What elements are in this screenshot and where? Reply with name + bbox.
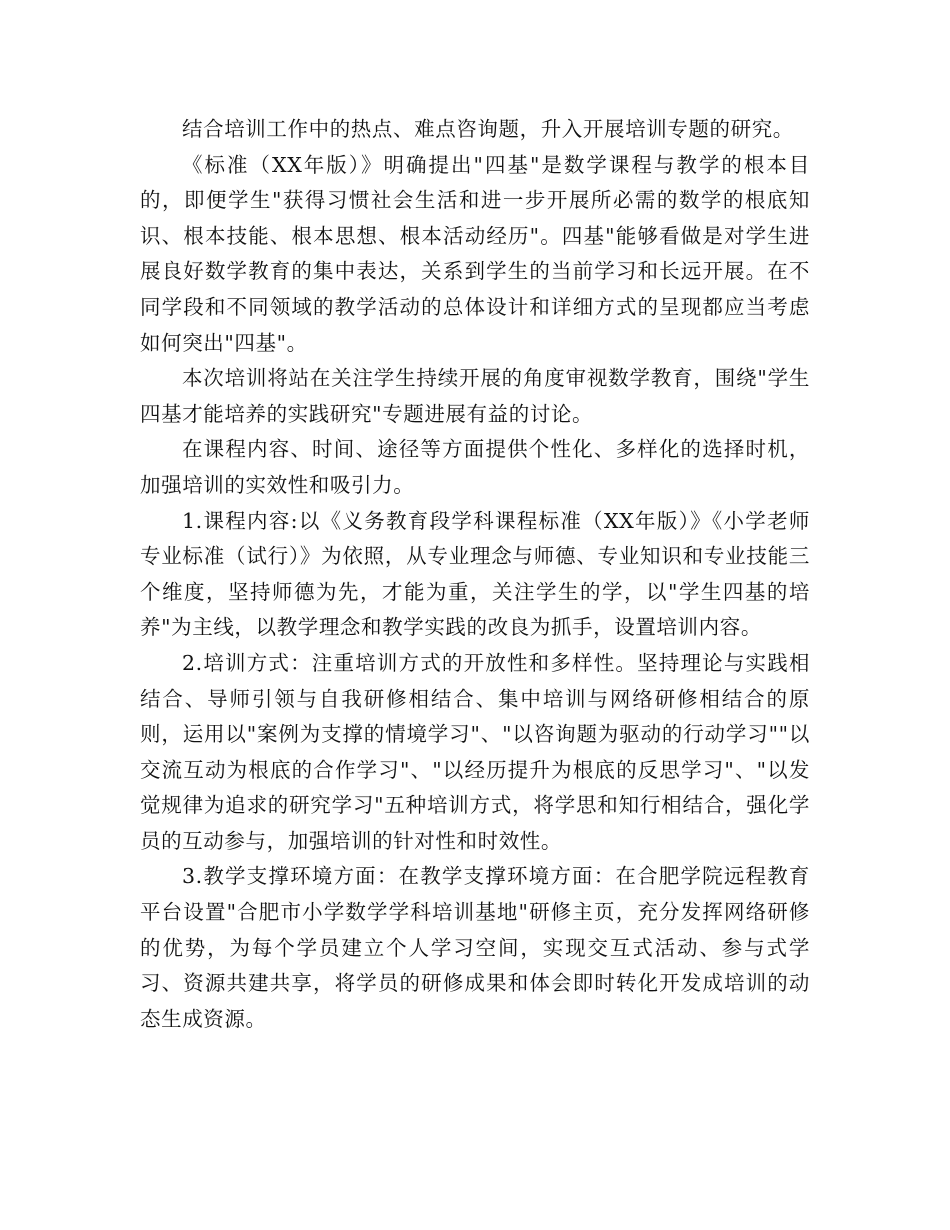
paragraph-choices: 在课程内容、时间、途径等方面提供个性化、多样化的选择时机，加强培训的实效性和吸引力。 [140, 437, 810, 497]
paragraph-intro: 结合培训工作中的热点、难点咨询题，升入开展培训专题的研究。 [182, 117, 794, 141]
paragraph-support-environment: 3.教学支撑环境方面：在教学支撑环境方面：在合肥学院远程教育平台设置"合肥市小学数学学科培训基地"研修主页，充分发挥网络研修的优势，为每个学员建立个人学习空间，实现交互式活动、参与式学习、资源共建共享，将学员的研修成果和体会即时转化开发成培训的动态生成资源。 [140, 864, 810, 1031]
document-body [140, 112, 810, 1037]
paragraph-training-methods: 2.培训方式：注重培训方式的开放性和多样性。坚持理论与实践相结合、导师引领与自我研修相结合、集中培训与网络研修相结合的原则，运用以"案例为支撑的情境学习"、"以咨询题为驱动的行动学习""以交流互动为根底的合作学习"、"以经历提升为根底的反思学习"、"以发觉规律为追求的研究学习"五种培训方式，将学思和知行相结合，强化学员的互动参与，加强培训的针对性和时效性。 [140, 650, 810, 853]
paragraph-four-basics: 《标准（XX年版）》明确提出"四基"是数学课程与教学的根本目的，即便学生"获得习惯社会生活和进一步开展所必需的数学的根底知识、根本技能、根本思想、根本活动经历"。四基"能够看做是对学生进展良好数学教育的集中表达，关系到学生的当前学习和长远开展。在不同学段和不同领域的教学活动的总体设计和详细方式的呈现都应当考虑如何突出"四基"。 [140, 152, 810, 355]
paragraph-course-content: 1.课程内容:以《义务教育段学科课程标准（XX年版）》《小学老师专业标准（试行）》为依照，从专业理念与师德、专业知识和专业技能三个维度，坚持师德为先，才能为重，关注学生的学，以"学生四基的培养"为主线，以教学理念和教学实践的改良为抓手，设置培训内容。 [140, 508, 810, 640]
paragraph-training-focus: 本次培训将站在关注学生持续开展的角度审视数学教育，围绕"学生四基才能培养的实践研究"专题进展有益的讨论。 [140, 366, 810, 426]
